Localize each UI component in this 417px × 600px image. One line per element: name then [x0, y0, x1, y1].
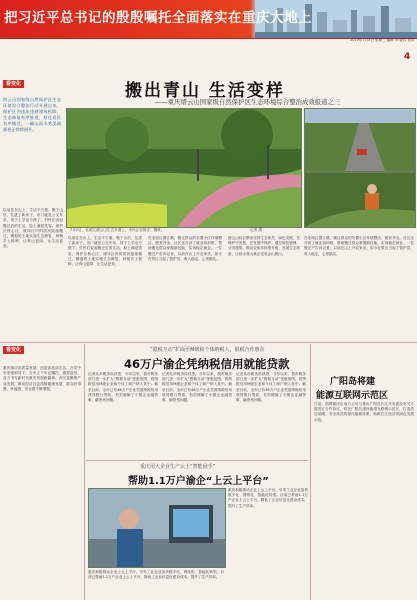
- road-photo: [304, 108, 416, 172]
- photo-credit: 记者 摄: [250, 228, 262, 232]
- middle-body-2-col-1: 重庆积极推动企业上云上平台，引导工业企业加快数字化、网络化、智能化转型。目前已帮助1.1万户企业上云上平台，降低了企业信息化建设成本，提升了生产效率。: [228, 488, 308, 508]
- middle-divider: [86, 460, 308, 461]
- middle-kicker-2: 重庆用大企业生产云上“智能园手”: [140, 464, 216, 470]
- article-body-col-1: 以前住在山上，生活不方便。搬下山后，住进了新房子，出门就是公交车站，孩子上学也方便了。村民们说起搬迁后的生活，脸上满是笑容。保护区核心区、缓冲区内的居民陆续搬迁，腾退的土地实施生态修复，种植乡土树种，让青山更绿、让生活更美。: [68, 236, 142, 267]
- right-title: 广阳岛将建: [330, 377, 376, 387]
- right-title-line2: 能源互联网示范区: [316, 391, 389, 401]
- middle-title-2: 帮助1.1万户渝企“上云上平台”: [128, 476, 269, 487]
- middle-body-col-1: 记者从市税务局获悉，今年以来，我市税务部门进一步扩大“银税互动”受惠范围，将纳税信用M级企业和个体工商户纳入其中。截至目前，全市已有46万户企业凭借纳税信用获得银行贷款，有效缓解了小微企业融资难、融资贵问题。: [88, 372, 158, 403]
- column-divider-right: [310, 344, 311, 600]
- middle-kicker: “银税互动”扩面至M级和个体纳税人，银税合作惠企: [150, 347, 265, 353]
- left-column-text: 重庆推动高质量发展，创造高品质生活，在党中央坚强领导下，全市上下牢记嘱托、感恩奋进，奋力书写新时代重庆发展新篇章。各区县聚焦产业发展，推动经济社会持续健康发展，群众获得感、幸福感、安全感不断增强。: [3, 366, 81, 391]
- worker-photo: [304, 172, 416, 228]
- article-body-col-4: 在北碚区澄江镇，搬迁群众的安置小区环境整洁，配套齐全。社区还开设了就业培训班，帮助搬迁群众掌握新技能，实现稳定就业。一位搬迁户告诉记者，以前在山上开农家乐，如今在景区当起了管护员，收入稳定，心里踏实。: [304, 236, 414, 256]
- middle-body-col-3: 记者从市税务局获悉，今年以来，我市税务部门进一步扩大“银税互动”受惠范围，将纳税信用M级企业和个体工商户纳入其中。截至目前，全市已有46万户企业凭借纳税信用获得银行贷款，有效缓解了小微企业融资难、融资贵问题。: [236, 372, 306, 403]
- middle-title: 46万户渝企凭纳税信用就能贷款: [124, 357, 290, 371]
- main-title: 搬出青山 生活变样: [125, 81, 285, 101]
- photo-caption: 7月2日，北碚区缙云山生态步道上，市民正在散步、锻炼。: [70, 228, 165, 232]
- page-number: 4: [404, 52, 411, 62]
- article-body-col-3: 缙云山综合整治坚持生态优先、绿色发展，在保护中发展，在发展中保护。通过规范管理、分类施策，推动农家乐转型升级，发展生态旅游，让绿水青山真正变成金山银山。: [228, 236, 300, 256]
- sidebar-text: 缙云山国家级自然保护区生态环境综合整治行动开展以来，保护区内违法违规建筑拆除，生态修复有序推进，原住居民有序搬迁，一幅山清水秀美丽画卷正徐徐展开。: [3, 97, 61, 132]
- left-article-body: 以前住在山上，生活不方便。搬下山后，住进了新房子，出门就是公交车站，孩子上学也方便了。村民们说起搬迁后的生活，脸上满是笑容。保护区核心区、缓冲区内的居民陆续搬迁，腾退的土地实施生态修复，种植乡土树种，让青山更绿、让生活更美。: [3, 208, 63, 249]
- article-body-col-2: 在北碚区澄江镇，搬迁群众的安置小区环境整洁，配套齐全。社区还开设了就业培训班，帮助搬迁群众掌握新技能，实现稳定就业。一位搬迁户告诉记者，以前在山上开农家乐，如今在景区当起了管护员，收入稳定，心里踏实。: [148, 236, 222, 261]
- middle-body-col-2: 记者从市税务局获悉，今年以来，我市税务部门进一步扩大“银税互动”受惠范围，将纳税信用M级企业和个体工商户纳入其中。截至目前，全市已有46万户企业凭借纳税信用获得银行贷款，有效缓解了小微企业融资难、融资贵问题。: [162, 372, 232, 403]
- left-column-badge: 看变化: [3, 346, 24, 354]
- factory-photo: [88, 488, 226, 568]
- header-banner: [0, 0, 417, 38]
- section-divider: [0, 342, 417, 343]
- banner-title: 把习近平总书记的殷殷嘱托全面落实在重庆大地上: [4, 10, 312, 26]
- main-photo: [66, 108, 302, 228]
- header-meta: 2019年7月3日 星期三 编辑 李 版式 校对: [350, 38, 415, 42]
- middle-body-2-col-2: 重庆积极推动企业上云上平台，引导工业企业加快数字化、网络化、智能化转型。目前已帮助1.1万户企业上云上平台，降低了企业信息化建设成本，提升了生产效率。: [88, 570, 224, 580]
- column-divider-left: [84, 344, 85, 600]
- sub-title: ——重庆缙云山国家级自然保护区生态环境综合整治成效报道之三: [155, 98, 341, 106]
- right-body: 日前，国网重庆市电力公司与重庆广阳岛片区开发建设有关方面签订合作协议，将在广阳岛建设能源互联网示范区，打造清洁低碳、安全高效的现代能源体系，助推长江经济带绿色发展示范。: [314, 402, 414, 422]
- column-badge: 看变化: [3, 80, 24, 88]
